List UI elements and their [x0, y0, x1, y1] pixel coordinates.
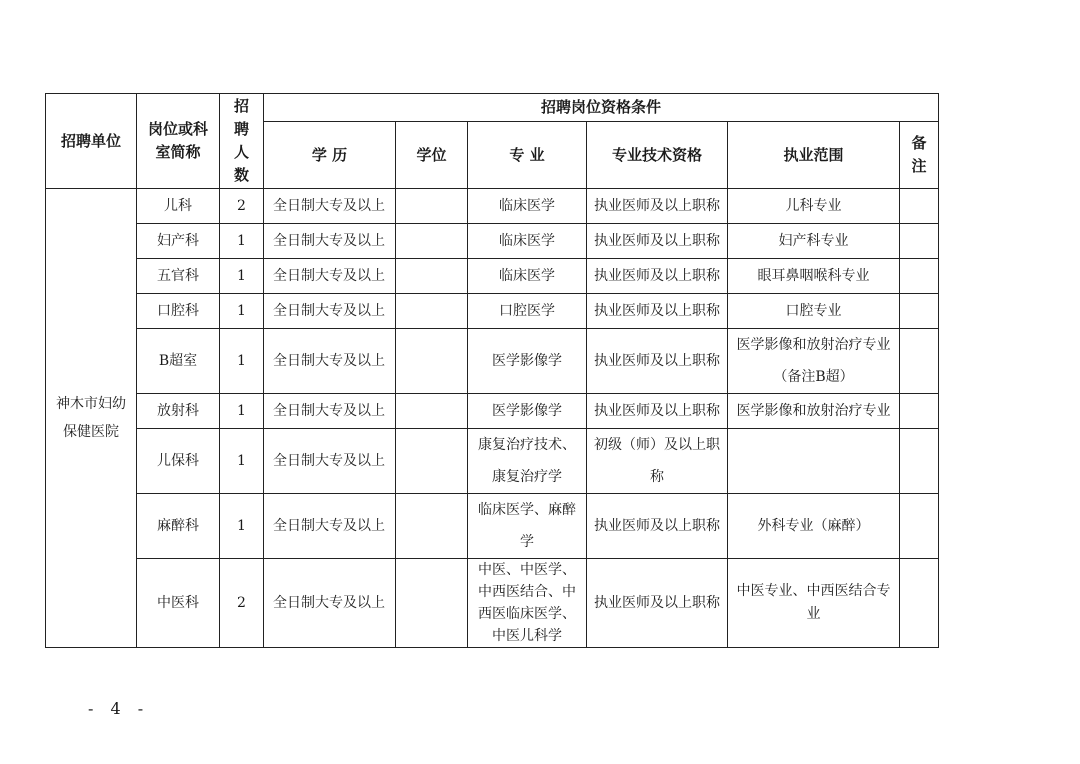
education-cell: 全日制大专及以上 [264, 429, 396, 494]
tech-cell-line: 执业医师及以上职称 [594, 595, 720, 611]
count-cell: 1 [220, 394, 264, 429]
scope-cell-line: 妇产科专业 [778, 233, 849, 249]
post-cell: 口腔科 [137, 294, 220, 329]
major-cell-line: 医学影像学 [492, 353, 562, 369]
header-remark-char: 注 [911, 157, 927, 175]
degree-cell [396, 189, 468, 224]
tech-cell-line: 称 [650, 469, 664, 485]
remark-cell [900, 429, 939, 494]
scope-cell [728, 224, 900, 259]
major-cell [468, 259, 587, 294]
header-scope: 执业范围 [728, 122, 900, 189]
scope-cell [728, 294, 900, 329]
header-degree: 学位 [396, 122, 468, 189]
degree-cell [396, 294, 468, 329]
scope-cell-line: 业 [806, 606, 821, 622]
tech-cell [587, 189, 728, 224]
remark-cell [900, 224, 939, 259]
header-unit: 招聘单位 [46, 94, 137, 189]
major-cell-line: 学 [520, 534, 534, 550]
table-row [46, 429, 939, 494]
remark-cell [900, 559, 939, 648]
table-row [46, 294, 939, 329]
tech-cell-line: 执业医师及以上职称 [594, 268, 720, 284]
scope-cell-line: 外科专业（麻醉） [757, 518, 870, 534]
header-count [220, 94, 264, 189]
scope-cell-line: 儿科专业 [785, 198, 842, 214]
scope-cell-line: 医学影像和放射治疗专业 [736, 337, 891, 353]
tech-cell [587, 429, 728, 494]
degree-cell [396, 429, 468, 494]
post-cell: 儿保科 [137, 429, 220, 494]
header-count-char: 数 [233, 166, 249, 184]
major-cell [468, 224, 587, 259]
remark-cell [900, 189, 939, 224]
unit-cell [46, 189, 137, 648]
header-count-char: 聘 [233, 120, 249, 138]
table-row [46, 259, 939, 294]
post-cell: 儿科 [137, 189, 220, 224]
major-cell [468, 429, 587, 494]
header-row-top [46, 94, 939, 122]
education-cell: 全日制大专及以上 [264, 494, 396, 559]
scope-cell [728, 394, 900, 429]
degree-cell [396, 224, 468, 259]
major-cell [468, 494, 587, 559]
count-cell: 2 [220, 559, 264, 648]
header-post [137, 94, 220, 189]
scope-cell-line: 医学影像和放射治疗专业 [736, 403, 891, 419]
tech-cell [587, 259, 728, 294]
major-cell-line: 临床医学、麻醉 [478, 502, 576, 518]
education-cell: 全日制大专及以上 [264, 294, 396, 329]
count-cell: 1 [220, 224, 264, 259]
tech-cell-line: 执业医师及以上职称 [594, 233, 720, 249]
degree-cell [396, 494, 468, 559]
recruitment-table [45, 93, 939, 648]
tech-cell-line: 执业医师及以上职称 [594, 403, 720, 419]
table-row [46, 224, 939, 259]
major-cell-line: 西医临床医学、 [478, 606, 576, 622]
table-row [46, 559, 939, 648]
post-cell: B超室 [137, 329, 220, 394]
education-cell: 全日制大专及以上 [264, 559, 396, 648]
tech-cell [587, 329, 728, 394]
major-cell-line: 康复治疗学 [492, 469, 562, 485]
unit-line: 神木市妇幼 [56, 396, 126, 412]
header-major: 专 业 [468, 122, 587, 189]
count-cell: 1 [220, 429, 264, 494]
major-cell-line: 中西医结合、中 [478, 584, 576, 600]
post-cell: 放射科 [137, 394, 220, 429]
tech-cell-line: 初级（师）及以上职 [594, 437, 720, 453]
major-cell-line: 中医、中医学、 [478, 562, 576, 578]
major-cell [468, 394, 587, 429]
tech-cell-line: 执业医师及以上职称 [594, 198, 720, 214]
scope-cell-line: 口腔专业 [785, 303, 842, 319]
post-cell: 妇产科 [137, 224, 220, 259]
header-count-char: 招 [233, 97, 249, 115]
degree-cell [396, 329, 468, 394]
tech-cell [587, 394, 728, 429]
remark-cell [900, 394, 939, 429]
tech-cell [587, 224, 728, 259]
education-cell: 全日制大专及以上 [264, 329, 396, 394]
education-cell: 全日制大专及以上 [264, 224, 396, 259]
table-row [46, 394, 939, 429]
header-remark-char: 备 [911, 134, 927, 152]
education-cell: 全日制大专及以上 [264, 259, 396, 294]
remark-cell [900, 329, 939, 394]
major-cell-line: 口腔医学 [499, 303, 555, 319]
scope-cell [728, 329, 900, 394]
count-cell: 1 [220, 259, 264, 294]
header-tech: 专业技术资格 [587, 122, 728, 189]
major-cell-line: 临床医学 [499, 268, 555, 284]
remark-cell [900, 294, 939, 329]
remark-cell [900, 494, 939, 559]
page-number: - 4 - [88, 699, 150, 718]
table-row [46, 494, 939, 559]
tech-cell-line: 执业医师及以上职称 [594, 353, 720, 369]
degree-cell [396, 394, 468, 429]
tech-cell [587, 559, 728, 648]
header-post-line: 岗位或科 [147, 120, 208, 138]
unit-line: 保健医院 [63, 424, 119, 440]
scope-cell [728, 429, 900, 494]
scope-cell-line: （备注B超） [773, 369, 854, 385]
major-cell [468, 559, 587, 648]
scope-cell-line: 中医专业、中西医结合专 [736, 583, 891, 599]
scope-cell [728, 189, 900, 224]
tech-cell-line: 执业医师及以上职称 [594, 518, 720, 534]
header-qualifications: 招聘岗位资格条件 [264, 94, 939, 122]
education-cell: 全日制大专及以上 [264, 189, 396, 224]
major-cell-line: 医学影像学 [492, 403, 562, 419]
count-cell: 1 [220, 294, 264, 329]
tech-cell [587, 494, 728, 559]
table-row [46, 329, 939, 394]
scope-cell [728, 494, 900, 559]
table-row [46, 189, 939, 224]
scope-cell [728, 259, 900, 294]
education-cell: 全日制大专及以上 [264, 394, 396, 429]
degree-cell [396, 259, 468, 294]
major-cell-line: 中医儿科学 [492, 628, 562, 644]
remark-cell [900, 259, 939, 294]
count-cell: 1 [220, 494, 264, 559]
header-post-line: 室简称 [155, 143, 201, 161]
header-count-char: 人 [233, 143, 249, 161]
header-remark [900, 122, 939, 189]
tech-cell [587, 294, 728, 329]
major-cell [468, 189, 587, 224]
count-cell: 1 [220, 329, 264, 394]
post-cell: 麻醉科 [137, 494, 220, 559]
degree-cell [396, 559, 468, 648]
major-cell-line: 康复治疗技术、 [478, 437, 576, 453]
major-cell [468, 329, 587, 394]
major-cell-line: 临床医学 [499, 198, 555, 214]
scope-cell [728, 559, 900, 648]
tech-cell-line: 执业医师及以上职称 [594, 303, 720, 319]
header-education: 学 历 [264, 122, 396, 189]
scope-cell-line: 眼耳鼻咽喉科专业 [757, 268, 870, 284]
post-cell: 中医科 [137, 559, 220, 648]
count-cell: 2 [220, 189, 264, 224]
major-cell [468, 294, 587, 329]
major-cell-line: 临床医学 [499, 233, 555, 249]
post-cell: 五官科 [137, 259, 220, 294]
